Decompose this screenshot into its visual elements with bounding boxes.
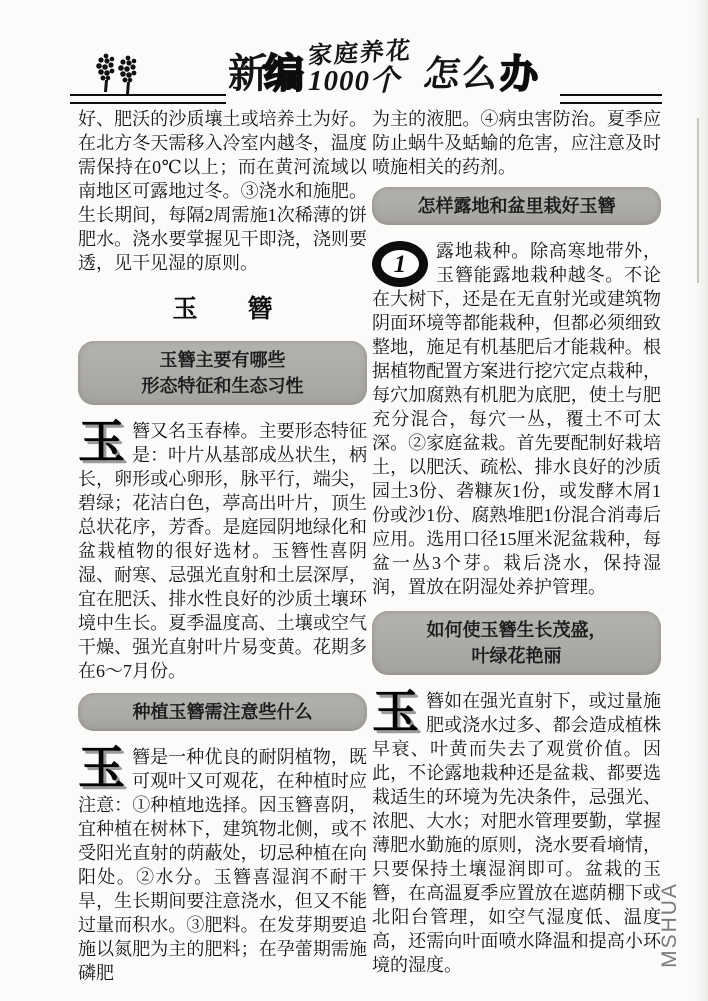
question-box-outdoor-pot (372, 187, 661, 225)
left-paragraph-bottom (78, 745, 367, 985)
dropcap-yu-3: 玉 (372, 687, 419, 739)
question-box-lush-growth (372, 611, 661, 675)
left-column (78, 107, 367, 985)
left-paragraph-bottom-text: 簪是一种优良的耐阴植物，既可观叶又可观花，在种植时应注意：①种植地选择。因玉簪喜阴，宜种植在树林下，建筑物北侧，或不受阳光直射的荫蔽处，切忌种植在向阳处。②水分。玉簪喜湿润不耐干旱，生长期间要注意浇水，但又不能过量而积水。③肥料。在发芽期要追施以氮肥为主的肥料；在孕蕾期需施磷肥 (78, 747, 367, 983)
scan-edge-shade (694, 0, 708, 1001)
right-paragraph-bottom-text: 簪如在强光直射下，或过量施肥或浇水过多、都会造成植株早衰、叶黄而失去了观赏价值。因此，不论露地栽种还是盆栽、都要选栽适生的环境为先决条件，忌强光、浓肥、大水；对肥水管理要勤，掌握薄肥水勤施的原则，浇水要看墒情，只要保持土壤湿润即可。盆栽的玉簪，在高温夏季应置放在遮荫棚下或北阳台管理，如空气湿度低、温度高，还需向叶面喷水降温和提高小环境的湿度。 (372, 691, 661, 975)
title-jiatingyanghua: 家庭养花 (307, 38, 413, 70)
question-box-outdoor-pot-text: 怎样露地和盆里栽好玉簪 (417, 196, 616, 216)
title-1000ge: 1000个 (308, 65, 401, 97)
question-box-lush-line2: 叶绿花艳丽 (471, 646, 562, 666)
title-ban: 办 (500, 54, 539, 97)
left-paragraph-mid (78, 419, 367, 683)
question-box-line2: 形态特征和生态习性 (141, 376, 304, 396)
right-paragraph-bottom (372, 689, 661, 977)
question-box-lush-line1: 如何使玉簪生长茂盛， (426, 620, 607, 640)
flower-cluster-icon (92, 50, 144, 96)
watermark-mshua: MSHUA (658, 882, 681, 968)
left-paragraph-top: 好、肥沃的沙质壤土或培养土为好。在北方冬天需移入冷室内越冬，温度需保持在0℃以上；而在黄河流域以南地区可露地过冬。③浇水和施肥。生长期间，每隔2周需施1次稀薄的饼肥水。浇水要掌握见干即浇，浇则要透，见干见湿的原则。 (78, 109, 367, 273)
book-title (228, 38, 539, 97)
dropcap-yu-2: 玉 (78, 743, 125, 795)
title-zenme: 怎么 (421, 54, 503, 95)
question-box-line1: 玉簪主要有哪些 (159, 350, 286, 370)
title-xin: 新 (228, 51, 267, 97)
title-bian: 编 (264, 51, 304, 97)
right-column (372, 107, 661, 977)
title-stack (307, 38, 413, 97)
right-paragraph-top: 为主的液肥。④病虫害防治。夏季应防止蜗牛及蛞蝓的危害，应注意及时喷施相关的药剂。 (372, 109, 661, 177)
circled-number-1-icon: 1 (372, 241, 428, 287)
left-paragraph-mid-text: 簪又名玉春棒。主要形态特征是：叶片从基部成丛状生，柄长，卵形或心卵形，脉平行，端尖，碧绿；花洁白色，葶高出叶片，顶生总状花序，芳香。是庭园阴地绿化和盆栽植物的很好选材。玉簪性喜阴湿、耐寒、忌强光直射和土层深厚，宜在肥沃、排水性良好的沙质土壤环境中生长。夏季温度高、土壤或空气干燥、强光直射叶片易变黄。花期多在6～7月份。 (78, 421, 367, 681)
question-box-planting (78, 693, 367, 731)
question-box-planting-text: 种植玉簪需注意些什么 (132, 702, 313, 722)
dropcap-yu: 玉 (78, 417, 125, 469)
section-title-yuzan: 玉 簪 (172, 296, 273, 323)
header-rule-left (70, 94, 226, 104)
header-rule-right (560, 94, 662, 104)
right-paragraph-mid (372, 239, 661, 599)
right-paragraph-mid-text: 露地栽种。除高寒地带外，玉簪能露地栽种越冬。不论在大树下，还是在无直射光或建筑物阴面环境等都能栽种，但都必须细致整地，施足有机基肥后才能栽种。根据植物配置方案进行挖穴定点栽种，每穴加腐熟有机肥为底肥，使土与肥充分混合，每穴一丛，覆土不可太深。②家庭盆栽。首先要配制好栽培土，以肥沃、疏松、排水良好的沙质园土3份、砻糠灰1份，或发酵木屑1份或沙1份、腐熟堆肥1份混合消毒后应用。选用口径15厘米泥盆栽种，每盆一丛3个芽。栽后浇水，保持湿润，置放在阴湿处养护管理。 (372, 241, 661, 597)
page-header (70, 38, 662, 108)
question-box-morphology (78, 341, 367, 405)
